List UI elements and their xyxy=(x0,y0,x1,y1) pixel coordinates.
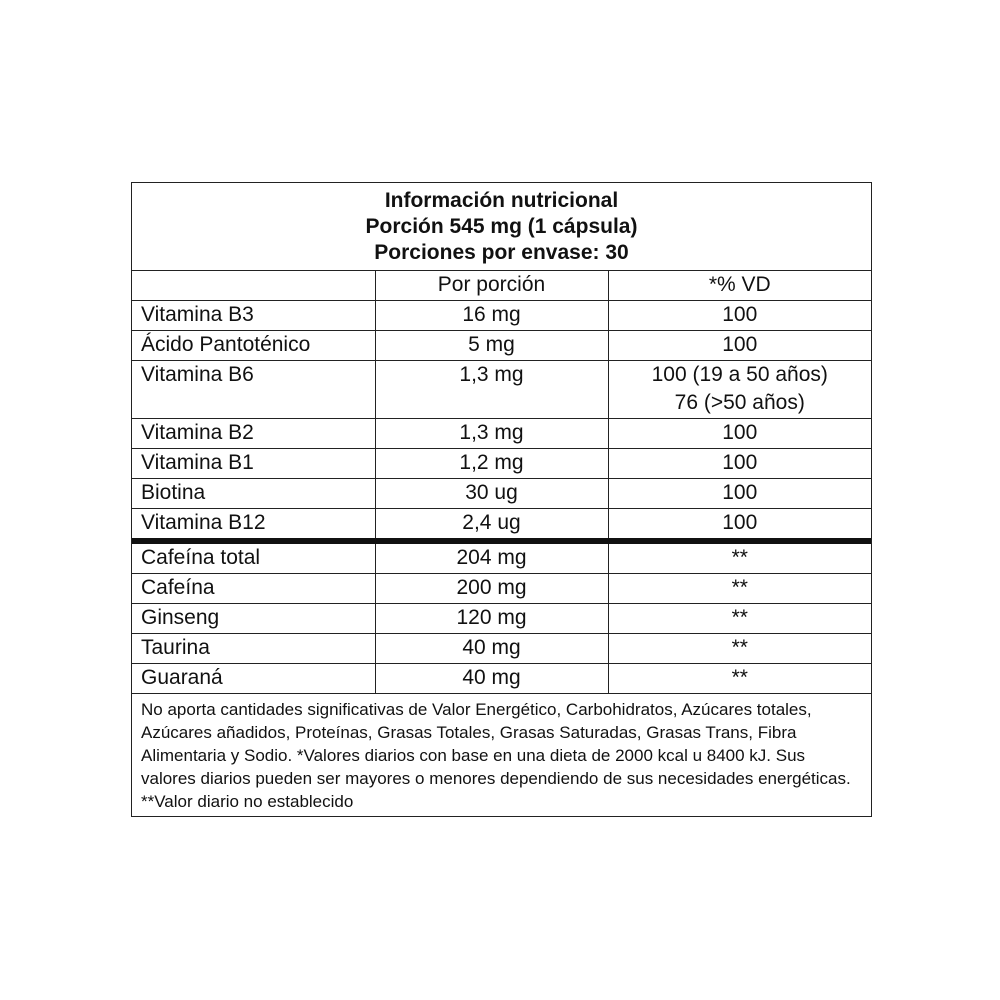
footnote: No aporta cantidades significativas de Valor Energético, Carbohidratos, Azúcares totales, Azúcares añadidos, Proteínas, Grasas Totales, Grasas Saturadas, Grasas Trans, Fibra Alimentaria y Sodio. *Valores diarios con base en una dieta de 2000 kcal u 8400 kJ. Sus valores diarios pueden ser mayores o menores dependiendo de sus necesidades energéticas. **Valor diario no establecido xyxy=(132,693,871,816)
daily-value-line: 100 xyxy=(722,421,758,444)
daily-value-line: 100 xyxy=(722,451,758,474)
nutrient-row xyxy=(132,604,871,634)
nutrient-row xyxy=(132,541,871,574)
nutrient-amount: 1,3 mg xyxy=(375,419,608,449)
nutrient-amount: 200 mg xyxy=(375,574,608,604)
nutrient-row xyxy=(132,634,871,664)
daily-value-line: ** xyxy=(731,636,748,659)
daily-value-line: 100 xyxy=(722,511,758,534)
nutrient-name: Vitamina B2 xyxy=(132,419,375,449)
nutrient-amount: 204 mg xyxy=(375,541,608,574)
nutrient-name: Taurina xyxy=(132,634,375,664)
nutrient-daily-value xyxy=(608,509,871,542)
nutrient-name: Cafeína total xyxy=(132,541,375,574)
daily-value-line: 100 xyxy=(722,333,758,356)
nutrient-row xyxy=(132,301,871,331)
nutrient-amount: 40 mg xyxy=(375,664,608,694)
nutrient-daily-value xyxy=(608,541,871,574)
nutrient-row xyxy=(132,449,871,479)
column-header-daily-value: *% VD xyxy=(608,271,871,301)
nutrient-amount: 30 ug xyxy=(375,479,608,509)
nutrient-name: Guaraná xyxy=(132,664,375,694)
nutrient-amount: 40 mg xyxy=(375,634,608,664)
column-header-per-serving: Por porción xyxy=(375,271,608,301)
daily-value-line: ** xyxy=(731,606,748,629)
daily-value-line: 76 (>50 años) xyxy=(674,391,805,414)
nutrient-daily-value xyxy=(608,301,871,331)
nutrient-amount: 120 mg xyxy=(375,604,608,634)
nutrient-name: Biotina xyxy=(132,479,375,509)
nutrient-row xyxy=(132,479,871,509)
nutrition-table xyxy=(132,271,871,693)
nutrient-row xyxy=(132,664,871,694)
daily-value-line: 100 xyxy=(722,481,758,504)
nutrient-daily-value xyxy=(608,361,871,419)
nutrient-amount: 16 mg xyxy=(375,301,608,331)
nutrient-row xyxy=(132,574,871,604)
nutrient-name: Ginseng xyxy=(132,604,375,634)
servings-per-container: Porciones por envase: 30 xyxy=(374,241,629,264)
column-header-row xyxy=(132,271,871,301)
nutrient-amount: 1,3 mg xyxy=(375,361,608,419)
nutrient-daily-value xyxy=(608,634,871,664)
nutrient-name: Vitamina B12 xyxy=(132,509,375,542)
daily-value-line: 100 (19 a 50 años) xyxy=(651,363,828,386)
nutrient-amount: 1,2 mg xyxy=(375,449,608,479)
nutrient-row xyxy=(132,419,871,449)
daily-value-line: ** xyxy=(731,546,748,569)
nutrient-name: Vitamina B3 xyxy=(132,301,375,331)
nutrient-daily-value xyxy=(608,574,871,604)
nutrient-daily-value xyxy=(608,449,871,479)
column-header-name xyxy=(132,271,375,301)
nutrient-name: Vitamina B6 xyxy=(132,361,375,419)
nutrient-row xyxy=(132,509,871,542)
nutrient-daily-value xyxy=(608,479,871,509)
daily-value-line: 100 xyxy=(722,303,758,326)
serving-size: Porción 545 mg (1 cápsula) xyxy=(365,215,638,238)
nutrient-daily-value xyxy=(608,419,871,449)
nutrient-name: Ácido Pantoténico xyxy=(132,331,375,361)
nutrient-daily-value xyxy=(608,664,871,694)
nutrient-amount: 2,4 ug xyxy=(375,509,608,542)
daily-value-line: ** xyxy=(731,666,748,689)
nutrient-daily-value xyxy=(608,604,871,634)
nutrient-name: Cafeína xyxy=(132,574,375,604)
label-title: Información nutricional xyxy=(384,189,619,212)
nutrient-row xyxy=(132,331,871,361)
nutrient-name: Vitamina B1 xyxy=(132,449,375,479)
daily-value-line: ** xyxy=(731,576,748,599)
nutrient-row xyxy=(132,361,871,419)
nutrition-facts-label xyxy=(131,182,872,817)
nutrient-amount: 5 mg xyxy=(375,331,608,361)
label-header xyxy=(132,183,871,271)
nutrient-daily-value xyxy=(608,331,871,361)
